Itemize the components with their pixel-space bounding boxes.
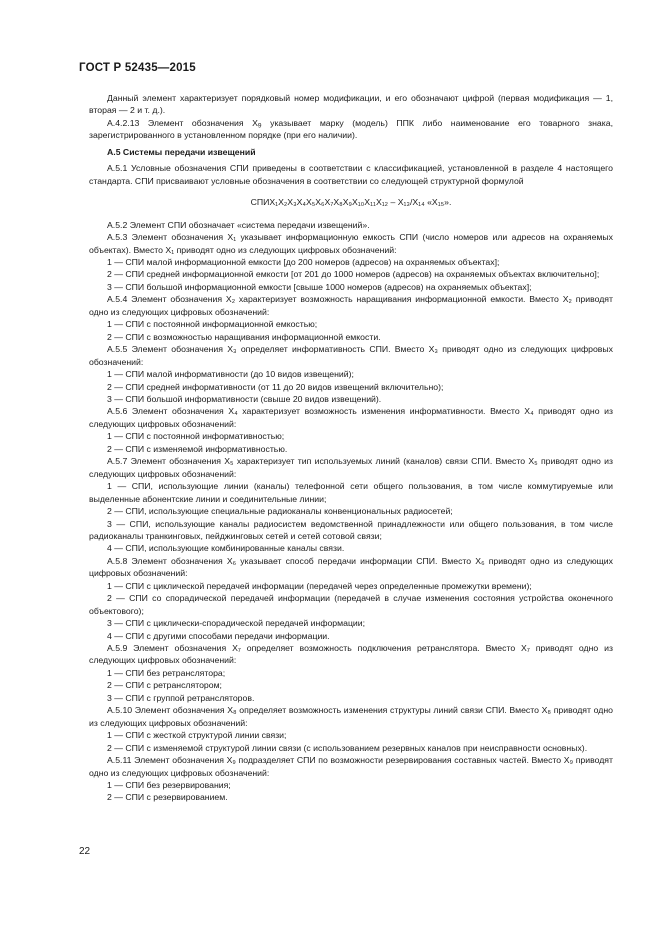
list-item: 1 — СПИ без резервирования; [107, 780, 231, 791]
list-item: 1 — СПИ с постоянной информативностью; [107, 431, 285, 442]
paragraph-a-5-2: А.5.2 Элемент СПИ обозначает «система передачи извещений». [107, 219, 370, 230]
paragraph-a-5-11: А.5.11 Элемент обозначения Х₉ подразделяет СПИ по возможности резервирования составных частей. Вместо Х₉ приводят одно из следующих цифровых обозначений: [89, 755, 613, 778]
list-item: 2 — СПИ с изменяемой структурой линии связи (с использованием резервных каналов при неисправности основных). [107, 742, 588, 753]
list-item: 2 — СПИ с возможностью наращивания информационной емкости. [107, 331, 381, 342]
text-fragment: А.4.2.13 Элемент обозначения Х [107, 117, 258, 128]
list-item: 1 — СПИ с жесткой структурой линии связи; [107, 730, 287, 741]
structural-formula: СПИХ₁Х₂Х₃Х₄Х₅Х₆Х₇Х₈Х₉Х₁₀Х₁₁Х₁₂ – Х₁₃/Х₁₄ «Х₁₅». [250, 197, 452, 208]
paragraph-a-5-3: А.5.3 Элемент обозначения Х₁ указывает информационную емкость СПИ (число номеров или адресов на охраняемых объектах). Вместо Х₁ приводят одно из следующих цифровых обозначений: [89, 232, 613, 255]
paragraph-a-5-7: А.5.7 Элемент обозначения Х₅ характеризует тип используемых линий (каналов) связи СПИ. Вместо Х₅ приводят одно из следующих цифровых обозначений: [89, 456, 613, 479]
list-item: 2 — СПИ средней информативности (от 11 до 20 видов извещений включительно); [107, 381, 444, 392]
list-item: 2 — СПИ со спорадической передачей информации (передачей в случае изменения состояния устройства оконечного объектового); [89, 593, 613, 616]
document-header: ГОСТ Р 52435—2015 [79, 62, 196, 74]
paragraph-a-5-5: А.5.5 Элемент обозначения Х₃ определяет информативность СПИ. Вместо Х₃ приводят одно из следующих цифровых обозначений: [89, 344, 613, 367]
paragraph-a-5-9: А.5.9 Элемент обозначения Х₇ определяет возможность подключения ретранслятора. Вместо Х₇ приводят одно из следующих цифровых обозначений: [89, 643, 613, 666]
list-item: 1 — СПИ малой информативности (до 10 видов извещений); [107, 369, 354, 380]
list-item: 2 — СПИ с резервированием. [107, 792, 228, 803]
paragraph-a-5-6: А.5.6 Элемент обозначения Х₄ характеризует возможность изменения информативности. Вместо Х₄ приводят одно из следующих цифровых обозначений: [89, 406, 613, 429]
list-item: 2 — СПИ, использующие специальные радиоканалы конвенциональных радиосетей; [107, 506, 453, 517]
subscript: 9 [257, 122, 262, 130]
list-item: 1 — СПИ с постоянной информационной емкостью; [107, 319, 318, 330]
paragraph: Данный элемент характеризует порядковый номер модификации, и его обозначают цифрой (первая модификация — 1, вторая — 2 и т. д.). [89, 93, 613, 116]
paragraph-a-5-4: А.5.4 Элемент обозначения Х₂ характеризует возможность наращивания информационной емкости. Вместо Х₂ приводят одно из следующих цифровых обозначений: [89, 294, 613, 317]
list-item: 3 — СПИ, использующие каналы радиосистем ведомственной принадлежности или общего пользования, в том числе радиоканалы транкинговых, пейджинговых сетей и сетей сотовой связи; [89, 518, 613, 541]
list-item: 3 — СПИ большой информационной емкости [свыше 1000 номеров (адресов) на охраняемых объектах]; [107, 281, 532, 292]
list-item: 3 — СПИ с группой ретрансляторов. [107, 692, 255, 703]
page-number: 22 [79, 846, 91, 857]
paragraph-a-5-1: А.5.1 Условные обозначения СПИ приведены в соответствии с классификацией, установленной в разделе 4 настоящего стандарта. СПИ присваивают условные обозначения в соответствии со следующей структурной формулой [89, 163, 613, 186]
list-item: 4 — СПИ с другими способами передачи информации. [107, 630, 330, 641]
paragraph-a-4-2-13 [89, 117, 613, 142]
list-item: 4 — СПИ, использующие комбинированные каналы связи. [107, 543, 345, 554]
paragraph-a-5-10: А.5.10 Элемент обозначения Х₈ определяет возможность изменения структуры линий связи СПИ. Вместо Х₈ приводят одно из следующих цифровых обозначений: [89, 705, 613, 728]
section-title: А.5 Системы передачи извещений [107, 146, 256, 157]
list-item: 2 — СПИ с ретранслятором; [107, 680, 222, 691]
list-item: 3 — СПИ большой информативности (свыше 20 видов извещений). [107, 393, 382, 404]
list-item: 1 — СПИ с циклической передачей информации (передачей через определенные промежутки времени); [107, 580, 532, 591]
list-item: 3 — СПИ с циклически-спорадической передачей информации; [107, 618, 366, 629]
list-item: 1 — СПИ, использующие линии (каналы) телефонной сети общего пользования, в том числе коммутируемые или выделенные абонентские линии и соединительные линии; [89, 481, 613, 504]
list-item: 2 — СПИ с изменяемой информативностью. [107, 443, 288, 454]
document-body [89, 92, 613, 804]
list-item: 2 — СПИ средней информационной емкости [от 201 до 1000 номеров (адресов) на охраняемых объектах включительно]; [107, 269, 600, 280]
list-item: 1 — СПИ без ретранслятора; [107, 667, 226, 678]
paragraph-a-5-8: А.5.8 Элемент обозначения Х₆ указывает способ передачи информации СПИ. Вместо Х₆ приводят одно из следующих цифровых обозначений: [89, 555, 613, 579]
list-item: 1 — СПИ малой информационной емкости [до 200 номеров (адресов) на охраняемых объектах]; [107, 256, 500, 267]
text-fragment: указывает марку (модель) ППК либо наименование его товарного знака, зарегистрированного в установленном порядке (при его наличии). [89, 117, 613, 141]
